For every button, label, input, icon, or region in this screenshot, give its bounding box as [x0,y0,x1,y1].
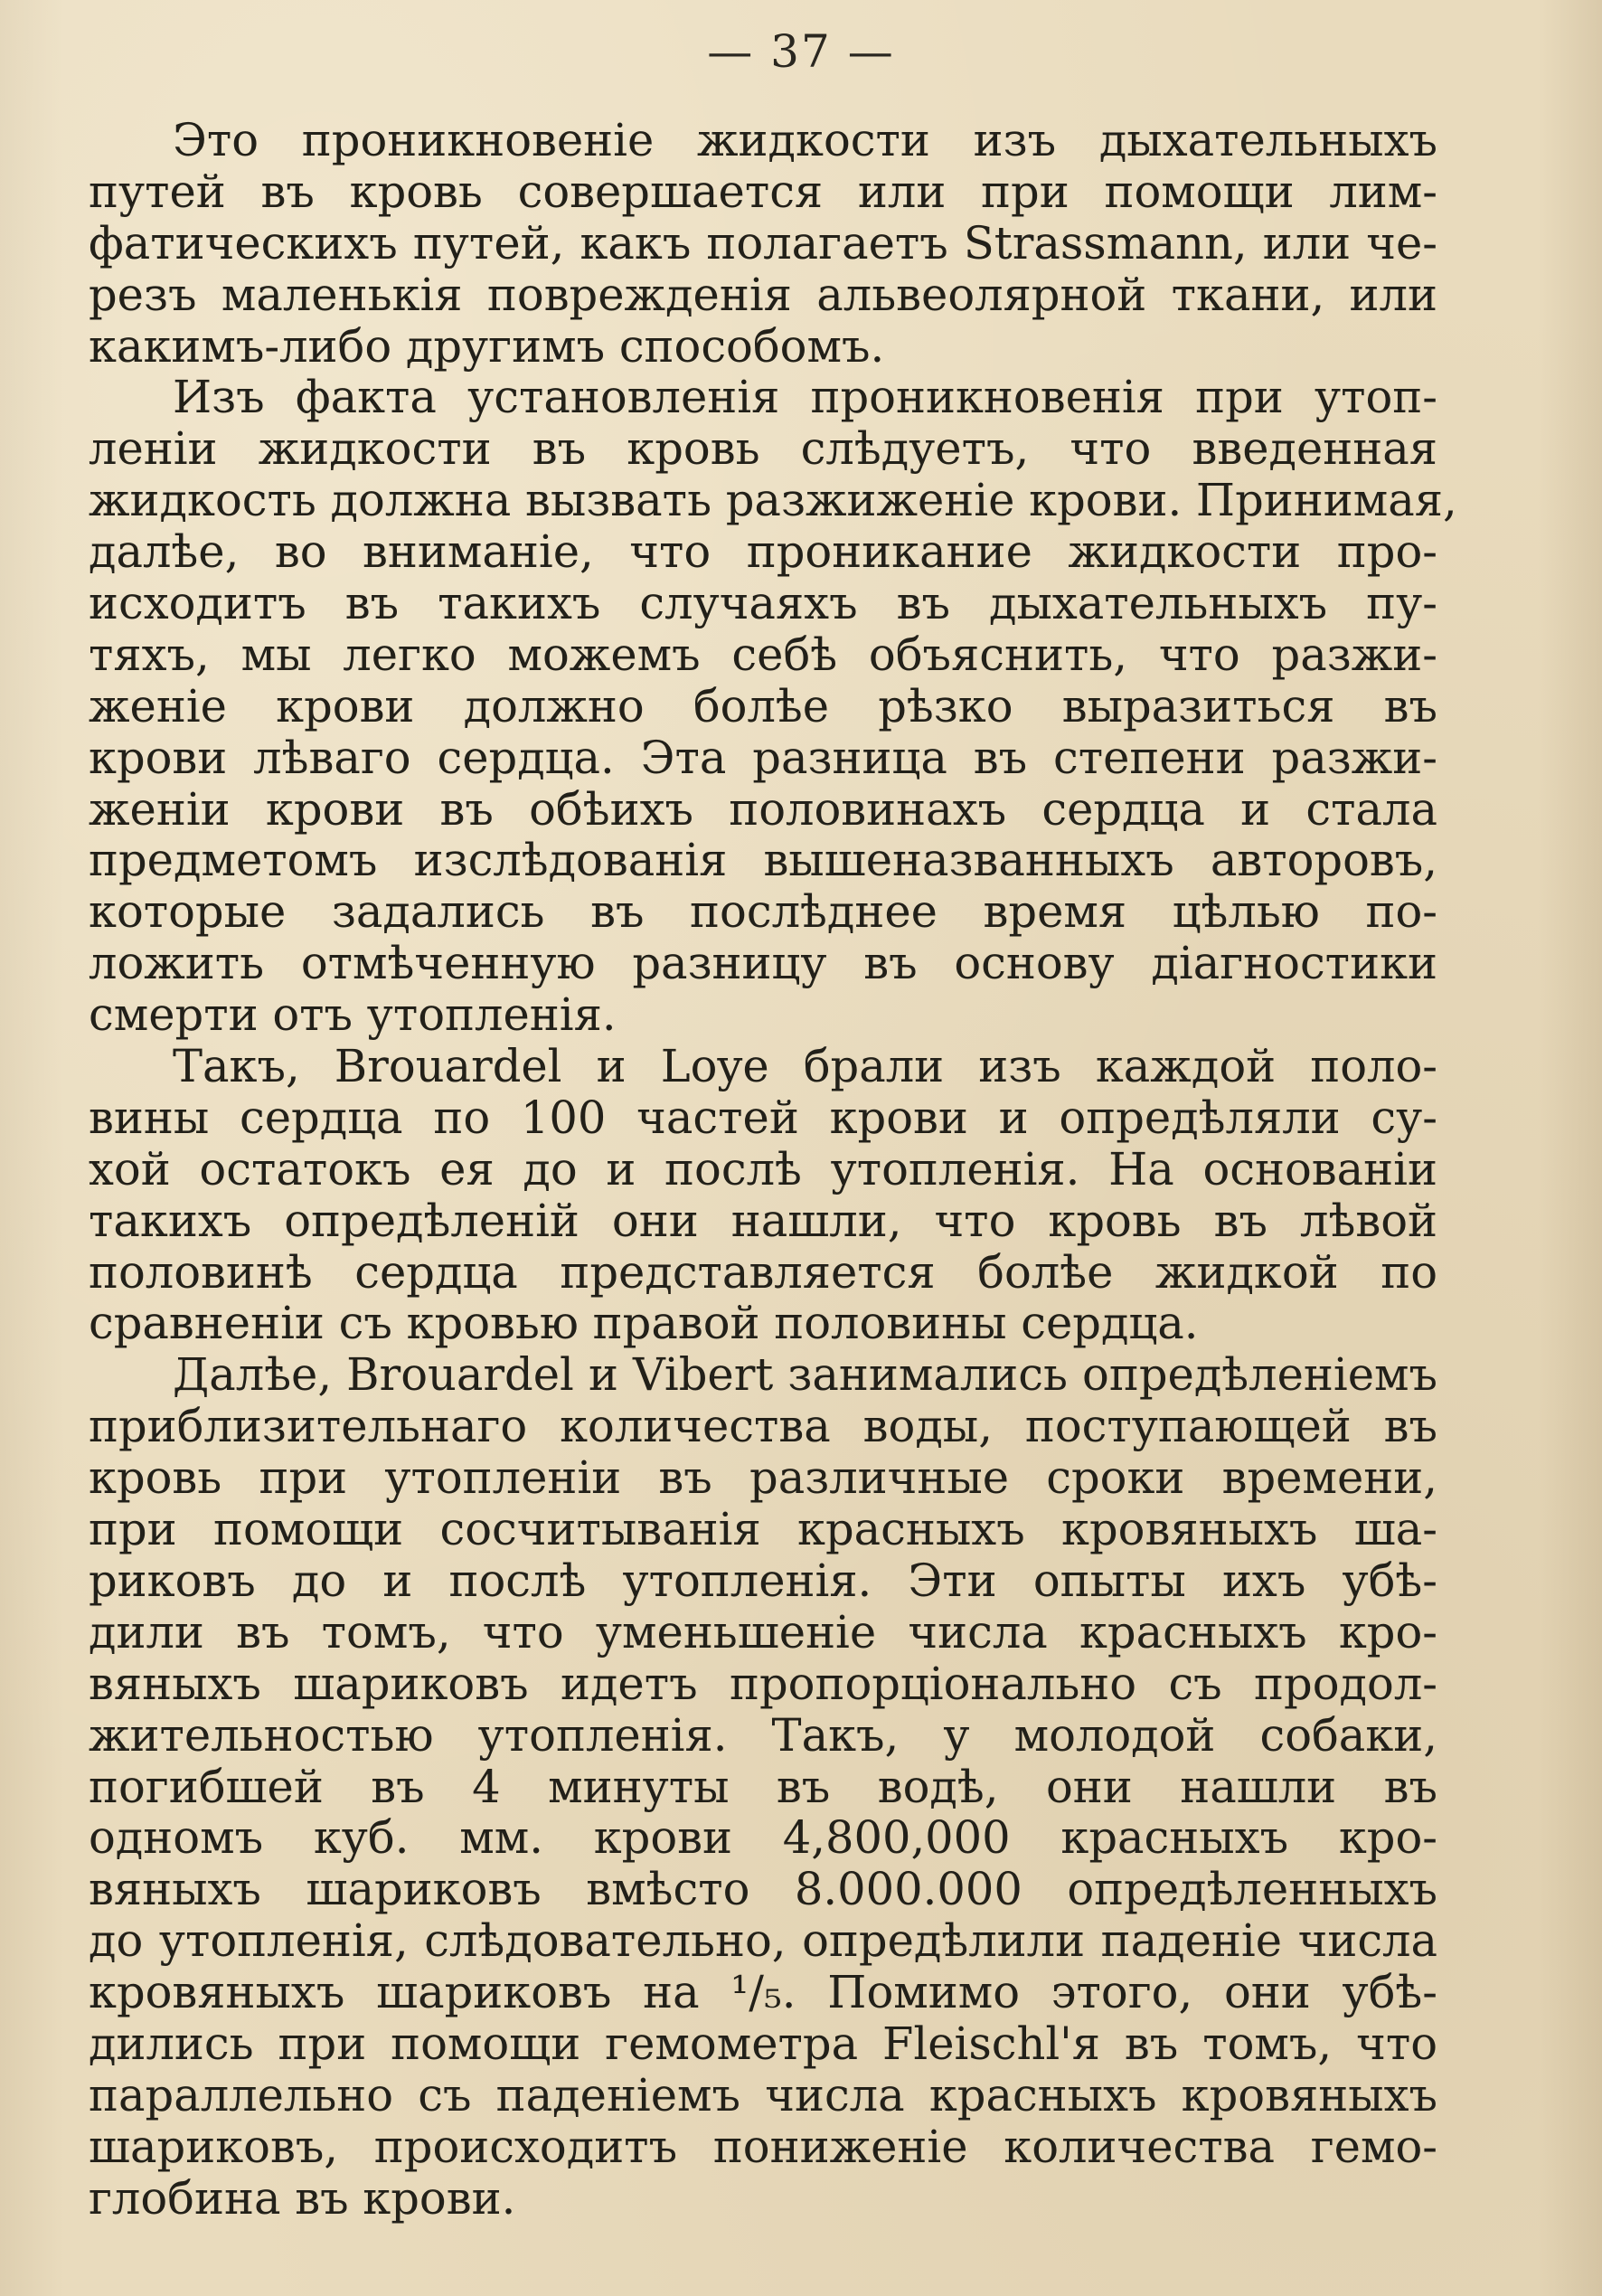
text-line: тяхъ, мы легко можемъ себѣ объяснить, что разжи- [89,628,1437,681]
text-line: Это проникновенiе жидкости изъ дыхательныхъ [173,114,1437,166]
text-line: жидкость должна вызвать разжиженiе крови. Принимая, [89,474,1457,527]
text-line: смерти отъ утопленiя. [89,988,617,1042]
text-line: фатическихъ путей, какъ полагаетъ Strassmann, или че- [89,216,1437,269]
text-line: резъ маленькiя поврежденiя альвеолярной ткани, или [89,268,1437,321]
text-line: исходитъ въ такихъ случаяхъ въ дыхательныхъ пу- [89,577,1437,630]
text-line: параллельно съ паденiемъ числа красныхъ кровяныхъ [89,2068,1437,2121]
text-line: ложить отмѣченную разницу въ основу дiагностики [89,937,1437,990]
text-line: Такъ, Brouardel и Loye брали изъ каждой поло- [173,1040,1437,1093]
text-line: половинѣ сердца представляется болѣе жидкой по [89,1245,1437,1299]
text-line: шариковъ, происходитъ пониженiе количества гемо- [89,2120,1437,2173]
paragraph-2 [89,371,1457,1042]
paragraph-1 [89,115,1437,372]
text-line: Далѣе, Brouardel и Vibert занимались опредѣленiемъ [173,1348,1437,1402]
text-line: женiи крови въ обѣихъ половинахъ сердца и стала [89,782,1437,836]
text-line: дились при помощи гемометра Fleischl'я въ томъ, что [89,2017,1437,2070]
text-line: какимъ-либо другимъ способомъ. [89,319,885,373]
text-line: такихъ опредѣленiй они нашли, что кровь въ лѣвой [89,1194,1437,1247]
text-line: приблизительнаго количества воды, поступающей въ [89,1400,1437,1453]
paragraph-3 [89,1041,1437,1349]
body-text [89,114,1457,2225]
text-line: до утопленiя, слѣдовательно, опредѣлили паденiе числа [89,1914,1437,1968]
text-line: погибшей въ 4 минуты въ водѣ, они нашли въ [89,1760,1437,1813]
text-line: Изъ факта установленiя проникновенiя при утоп- [173,371,1437,424]
text-line: женiе крови должно болѣе рѣзко выразиться въ [89,679,1437,732]
text-line: вины сердца по 100 частей крови и опредѣляли су- [89,1091,1437,1144]
text-line: при помощи сосчитыванiя красныхъ кровяныхъ ша- [89,1503,1437,1556]
paragraph-4 [89,1349,1437,2224]
text-line: крови лѣваго сердца. Эта разница въ степени разжи- [89,731,1437,784]
text-line: кровь при утопленiи въ различные сроки времени, [89,1451,1437,1505]
text-line: предметомъ изслѣдованiя вышеназванныхъ авторовъ, [89,834,1437,887]
text-line: одномъ куб. мм. крови 4,800,000 красныхъ кро- [89,1811,1437,1865]
text-line: глобина въ крови. [89,2171,516,2225]
text-line: кровяныхъ шариковъ на ¹/₅. Помимо этого, они убѣ- [89,1966,1437,2019]
text-line: ленiи жидкости въ кровь слѣдуетъ, что введенная [89,422,1437,476]
text-line: хой остатокъ ея до и послѣ утопленiя. На основанiи [89,1142,1437,1195]
text-line: риковъ до и послѣ утопленiя. Эти опыты ихъ убѣ- [89,1554,1437,1607]
text-line: путей въ кровь совершается или при помощи лим- [89,165,1437,218]
text-line: вяныхъ шариковъ вмѣсто 8.000.000 опредѣленныхъ [89,1863,1437,1916]
text-line: дили въ томъ, что уменьшенiе числа красныхъ кро- [89,1605,1437,1658]
text-line: сравненiи съ кровью правой половины сердца. [89,1297,1199,1350]
text-line: далѣе, во вниманiе, что проникание жидкости про- [89,525,1437,579]
text-line: вяныхъ шариковъ идетъ пропорцiонально съ продол- [89,1657,1437,1710]
text-line: жительностью утопленiя. Такъ, у молодой собаки, [89,1708,1437,1762]
text-line: которые задались въ послѣднее время цѣлью по- [89,885,1437,939]
page-number: — 37 — [707,25,895,78]
